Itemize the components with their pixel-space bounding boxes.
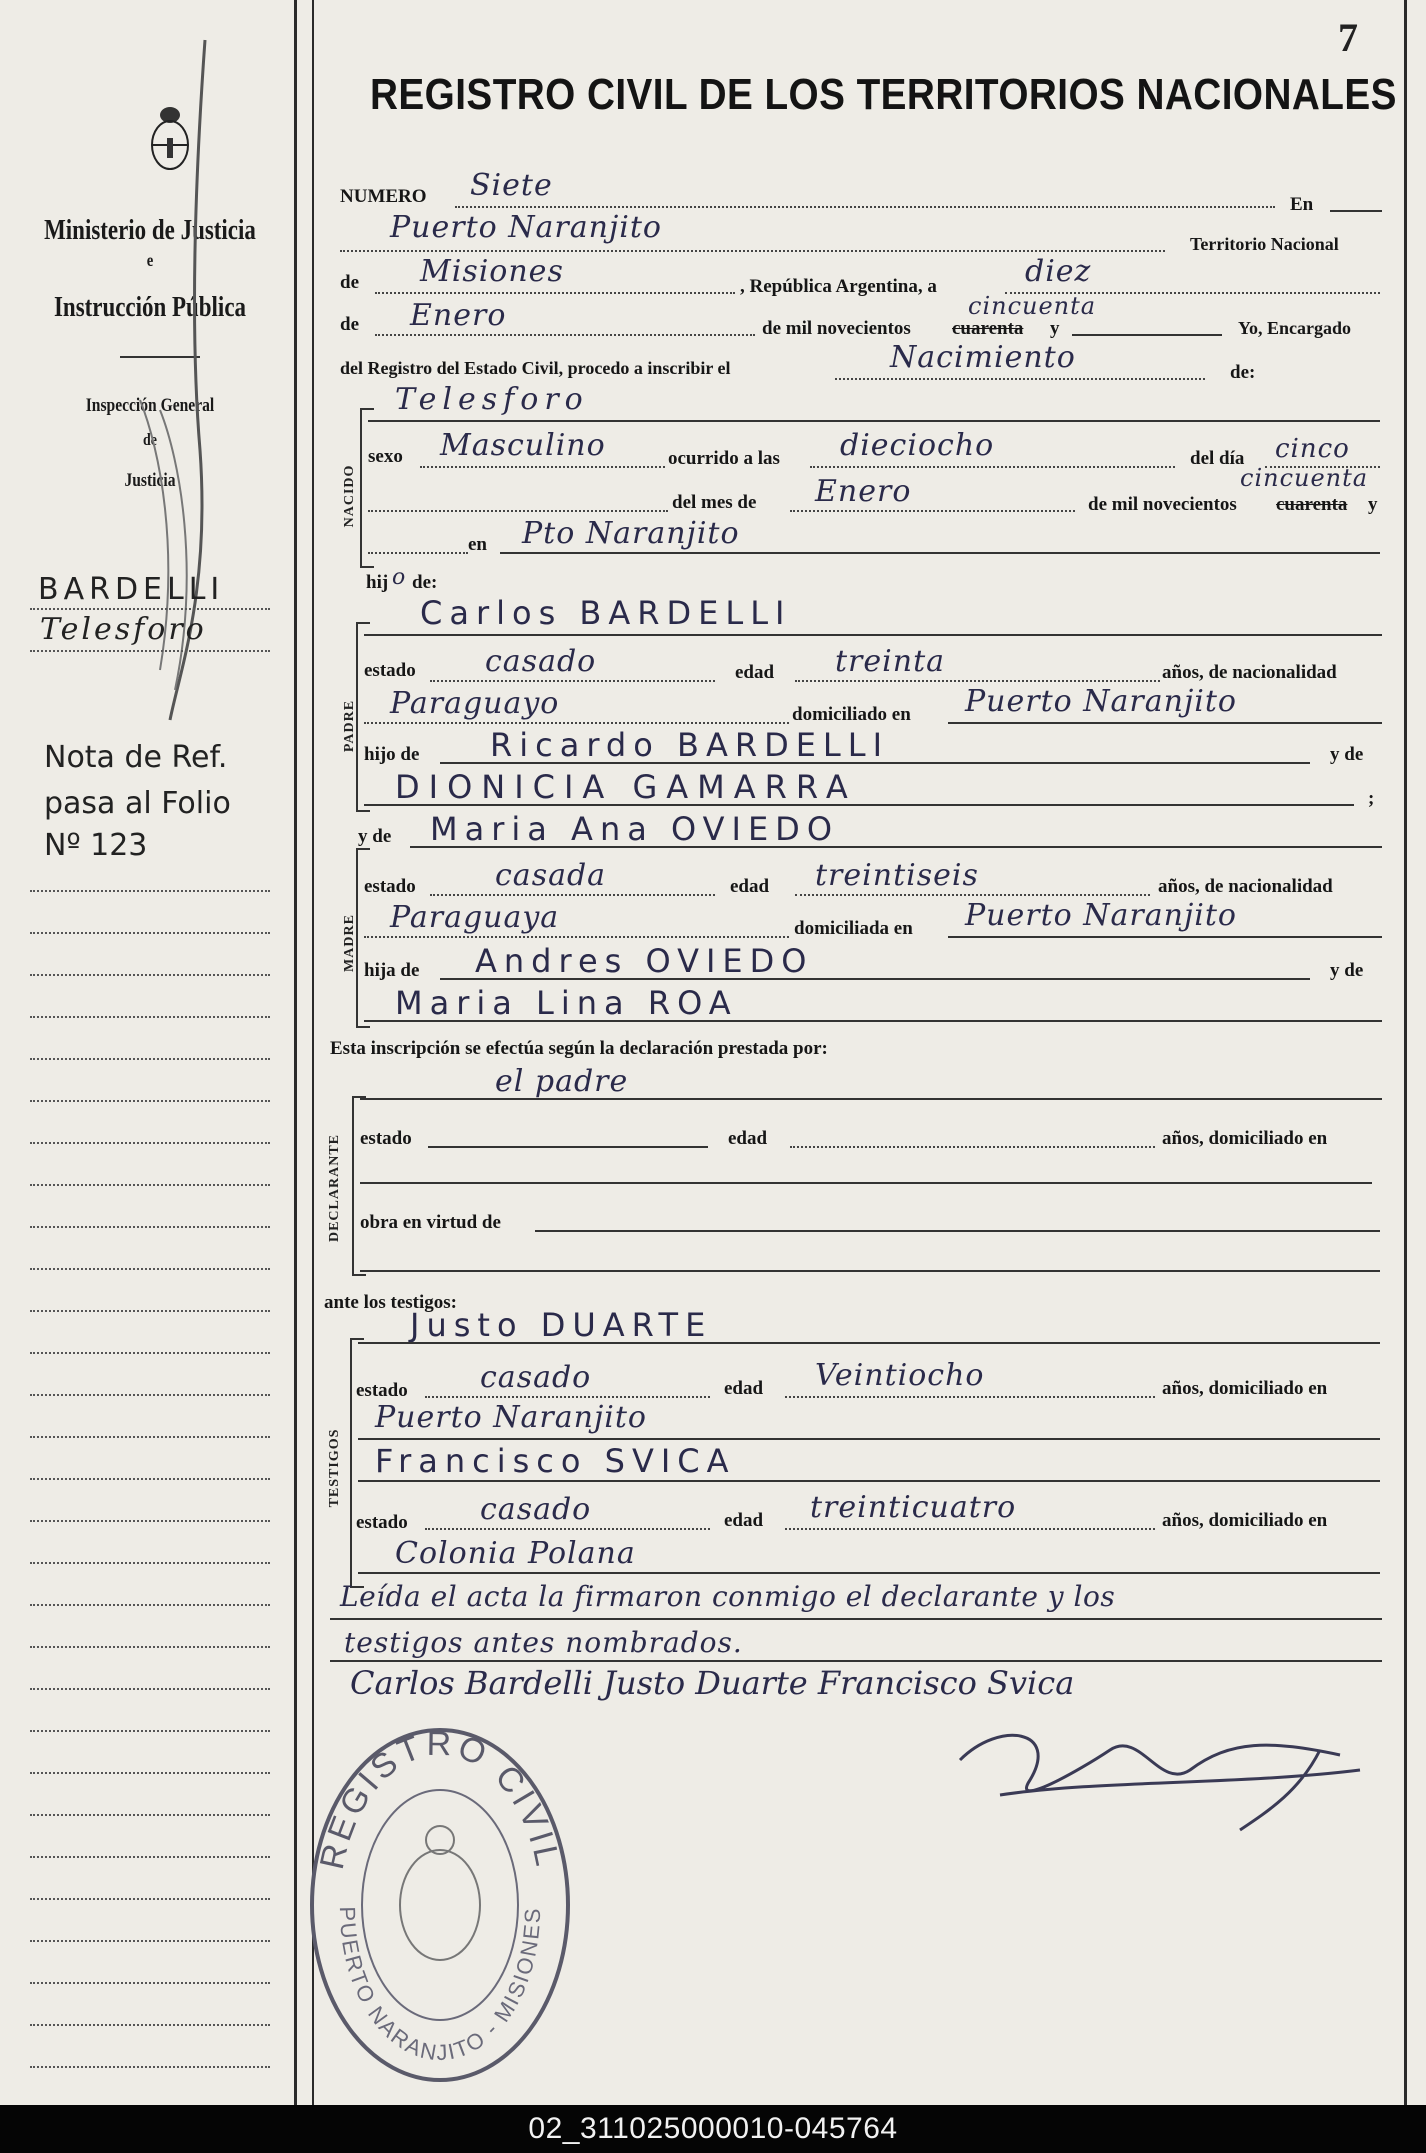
hour-value: dieciocho (840, 428, 995, 463)
padre-estado-value: casado (485, 644, 597, 679)
witness1-name: Justo DUARTE (410, 1306, 713, 1344)
hour-line (810, 466, 1175, 468)
ocurrido-label: ocurrido a las (668, 448, 780, 469)
declarante-bracket (352, 1096, 368, 1276)
month-de-label: de (340, 314, 359, 335)
madre-mother: Maria Lina ROA (395, 984, 738, 1022)
declarante-section-label: DECLARANTE (327, 1134, 342, 1243)
registro-label: del Registro del Estado Civil, procedo a inscribir el (340, 358, 731, 378)
mes-line-left (368, 510, 668, 512)
closing-line1-rule (330, 1618, 1382, 1620)
margin-line (30, 1100, 270, 1102)
declarante-extra-line (360, 1270, 1380, 1272)
madre-edad-value: treintiseis (815, 858, 979, 893)
witness2-name: Francisco SVICA (375, 1442, 736, 1480)
ministry-line3: Instrucción Pública (53, 292, 246, 323)
birth-place-line (500, 552, 1380, 554)
margin-line (30, 1184, 270, 1186)
margin-line (30, 1604, 270, 1606)
numero-line (455, 206, 1275, 208)
madre-estado-line (430, 894, 715, 896)
en-line-left (368, 552, 468, 554)
padre-name-line (364, 634, 1382, 636)
margin-line (30, 1856, 270, 1858)
margin-line (30, 1268, 270, 1270)
declarante-name-line (360, 1098, 1382, 1100)
padre-edad-label: edad (735, 662, 775, 683)
witness2-domicile: Colonia Polana (395, 1536, 636, 1571)
closing-line2: testigos antes nombrados. (344, 1626, 743, 1659)
act-line (835, 378, 1205, 380)
encargado-label: Yo, Encargado (1238, 318, 1352, 338)
witness1-edad-label: edad (724, 1378, 764, 1399)
margin-line (30, 2066, 270, 2068)
inspection-line2: de (143, 430, 157, 449)
witness2-edad-line (785, 1528, 1155, 1530)
margin-note-line2: pasa al Folio (44, 786, 231, 821)
witness1-estado-line (425, 1396, 710, 1398)
padre-domiciliado-label: domiciliado en (792, 704, 911, 725)
registrar-signature-scribble-icon (940, 1700, 1370, 1840)
madre-estado-label: estado (364, 876, 416, 897)
margin-line (30, 1058, 270, 1060)
numero-value: Siete (470, 168, 553, 203)
madre-name-line (410, 846, 1382, 848)
registry-stamp-icon (300, 1720, 580, 2090)
hijo-label: hij (366, 572, 389, 593)
witness1-domicile-line (358, 1438, 1380, 1440)
witness2-estado: casado (480, 1492, 592, 1527)
margin-rule-outer (294, 0, 297, 2105)
stamp-bottom-text: PUERTO NARANJITO - MISIONES (334, 1906, 546, 2066)
closing-line1: Leída el acta la firmaron conmigo el declarante y los (340, 1580, 1116, 1613)
nacido-section-label: NACIDO (342, 464, 357, 528)
padre-edad-value: treinta (835, 644, 946, 679)
witness2-name-line (358, 1480, 1380, 1482)
margin-line (30, 608, 270, 610)
witness2-edad: treinticuatro (810, 1490, 1017, 1525)
margin-note-line1: Nota de Ref. (44, 740, 228, 775)
witness1-name-line (358, 1342, 1380, 1344)
hijo-suffix: o (392, 565, 407, 590)
nacido-name-line (368, 420, 1380, 422)
padre-section-label: PADRE (342, 699, 357, 753)
margin-line (30, 974, 270, 976)
year-line (1072, 334, 1222, 336)
nacido-bracket (360, 408, 376, 568)
svg-text:PUERTO NARANJITO - MISIONES (335, 1906, 545, 2065)
witness1-estado: casado (480, 1360, 592, 1395)
margin-line (30, 1016, 270, 1018)
margin-line (30, 1352, 270, 1354)
nacido-name: Telesforo (395, 382, 589, 417)
mes-line (790, 510, 1075, 512)
witness1-estado-label: estado (356, 1380, 408, 1401)
padre-estado-line (430, 680, 715, 682)
padre-nationality-line (364, 722, 789, 724)
padre-semicolon: ; (1368, 788, 1375, 809)
margin-line (30, 1226, 270, 1228)
madre-y-de-label: y de (358, 826, 392, 847)
declarante-name: el padre (495, 1064, 629, 1099)
territory-value: Misiones (420, 254, 564, 289)
padre-edad-line (795, 680, 1160, 682)
declarante-estado-label: estado (360, 1128, 412, 1149)
padre-nationality: Paraguayo (390, 686, 560, 721)
padre-estado-label: estado (364, 660, 416, 681)
birth-en-label: en (468, 534, 487, 555)
margin-line (30, 1436, 270, 1438)
padre-domicile-line (948, 722, 1382, 724)
declarante-domicile-line (360, 1182, 1372, 1184)
margin-line (30, 890, 270, 892)
witness1-edad-line (785, 1396, 1155, 1398)
birth-y-label: y (1368, 494, 1378, 515)
declarante-estado-line (428, 1146, 708, 1148)
month-value: Enero (410, 298, 507, 333)
margin-note-line3: Nº 123 (44, 828, 148, 863)
act-type: Nacimiento (890, 340, 1076, 375)
padre-name: Carlos BARDELLI (420, 594, 792, 632)
witness2-estado-label: estado (356, 1512, 408, 1533)
margin-line (30, 650, 270, 652)
declarante-obra-line (535, 1230, 1380, 1232)
del-mes-label: del mes de (672, 492, 757, 513)
hijo-de-label: de: (412, 572, 438, 593)
witness2-domicile-line (358, 1572, 1380, 1574)
witness2-edad-label: edad (724, 1510, 764, 1531)
inspection-line3: Justicia (124, 470, 176, 491)
day-value: diez (1025, 254, 1092, 289)
witness1-anos-label: años, domiciliado en (1162, 1378, 1328, 1399)
madre-father: Andres OVIEDO (475, 942, 814, 980)
margin-line (30, 1478, 270, 1480)
birth-place-value: Pto Naranjito (522, 516, 740, 551)
numero-label: NUMERO (340, 186, 427, 207)
year-correction: cincuenta (968, 292, 1097, 320)
margin-line (30, 1898, 270, 1900)
padre-father: Ricardo BARDELLI (490, 726, 890, 764)
republica-label: , República Argentina, a (740, 276, 937, 297)
page-number: 7 (1338, 15, 1358, 60)
signatures: Carlos Bardelli Justo Duarte Francisco Svica (350, 1664, 1075, 1702)
margin-surname: BARDELLI (38, 572, 225, 607)
sexo-label: sexo (368, 446, 403, 467)
madre-domiciliada-label: domiciliada en (794, 918, 913, 939)
margin-line (30, 1520, 270, 1522)
inspection-line1: Inspección General (85, 395, 215, 416)
madre-hija-de-label: hija de (364, 960, 420, 981)
closing-line2-rule (330, 1660, 1382, 1662)
margin-line (30, 1142, 270, 1144)
territorio-label: Territorio Nacional (1190, 234, 1339, 254)
witness2-anos-label: años, domiciliado en (1162, 1510, 1328, 1531)
padre-mother: DIONICIA GAMARRA (395, 768, 857, 806)
place-line (340, 250, 1165, 252)
declarante-intro: Esta inscripción se efectúa según la declaración prestada por: (330, 1038, 828, 1059)
declarante-edad-label: edad (728, 1128, 768, 1149)
madre-anos-label: años, de nacionalidad (1158, 876, 1333, 897)
declarante-edad-line (790, 1146, 1155, 1148)
witness1-domicile: Puerto Naranjito (375, 1400, 647, 1435)
act-de-label: de: (1230, 362, 1256, 383)
madre-section-label: MADRE (342, 914, 357, 972)
margin-line (30, 2024, 270, 2026)
birth-month-value: Enero (815, 474, 912, 509)
madre-edad-line (795, 894, 1150, 896)
margin-line (30, 1310, 270, 1312)
padre-domicile: Puerto Naranjito (965, 684, 1237, 719)
place-value: Puerto Naranjito (390, 210, 662, 245)
madre-bracket (356, 848, 372, 1028)
ministry-line2: e (146, 250, 154, 270)
en-label: En (1290, 194, 1314, 215)
margin-line (30, 1814, 270, 1816)
del-dia-label: del día (1190, 448, 1245, 469)
margin-line (30, 1730, 270, 1732)
month-line (375, 334, 755, 336)
madre-name: Maria Ana OVIEDO (430, 810, 839, 848)
padre-anos-label: años, de nacionalidad (1162, 662, 1337, 683)
ministry-line1: Ministerio de Justicia (44, 215, 256, 246)
testigos-section-label: TESTIGOS (327, 1428, 342, 1508)
testigos-bracket (350, 1338, 366, 1588)
declarante-anos-label: años, domiciliado en (1162, 1128, 1328, 1149)
sexo-line (420, 466, 665, 468)
padre-hijo-de-label: hijo de (364, 744, 420, 765)
margin-given-name: Telesforo (40, 612, 207, 647)
page-right-rule (1404, 0, 1407, 2105)
territory-line (375, 292, 735, 294)
margin-line (30, 1940, 270, 1942)
en-line (1330, 210, 1382, 212)
margin-line (30, 1982, 270, 1984)
witness1-edad: Veintiocho (815, 1358, 985, 1393)
witness2-estado-line (425, 1528, 710, 1530)
madre-domicile-line (948, 936, 1382, 938)
margin-line (30, 1394, 270, 1396)
sexo-value: Masculino (440, 428, 606, 463)
birth-year-correction: cincuenta (1240, 464, 1369, 492)
year-y-label: y (1050, 318, 1060, 339)
madre-nationality-line (364, 936, 789, 938)
margin-line (30, 1772, 270, 1774)
birth-year-struck: cuarenta (1276, 494, 1348, 515)
testigos-intro: ante los testigos: (324, 1292, 457, 1313)
madre-edad-label: edad (730, 876, 770, 897)
margin-line (30, 932, 270, 934)
year-struck: cuarenta (952, 318, 1024, 339)
scan-id-footer: 02_311025000010-045764 (0, 2105, 1426, 2153)
madre-y-de-label2: y de (1330, 960, 1364, 981)
margin-line (30, 1562, 270, 1564)
madre-domicile: Puerto Naranjito (965, 898, 1237, 933)
territory-de-label: de (340, 272, 359, 293)
document-title: REGISTRO CIVIL DE LOS TERRITORIOS NACIONALES (370, 70, 1397, 119)
margin-line (30, 1646, 270, 1648)
padre-bracket (356, 622, 372, 812)
birth-day-value: cinco (1275, 434, 1350, 464)
stamp-top-text: REGISTRO CIVIL (312, 1724, 568, 1873)
margin-line (30, 1688, 270, 1690)
madre-nationality: Paraguaya (390, 900, 560, 935)
declarante-obra-label: obra en virtud de (360, 1212, 501, 1233)
birth-mil-label: de mil novecientos (1088, 494, 1237, 515)
padre-y-de-label: y de (1330, 744, 1364, 765)
madre-estado-value: casada (495, 858, 607, 893)
mil-label: de mil novecientos (762, 318, 911, 339)
